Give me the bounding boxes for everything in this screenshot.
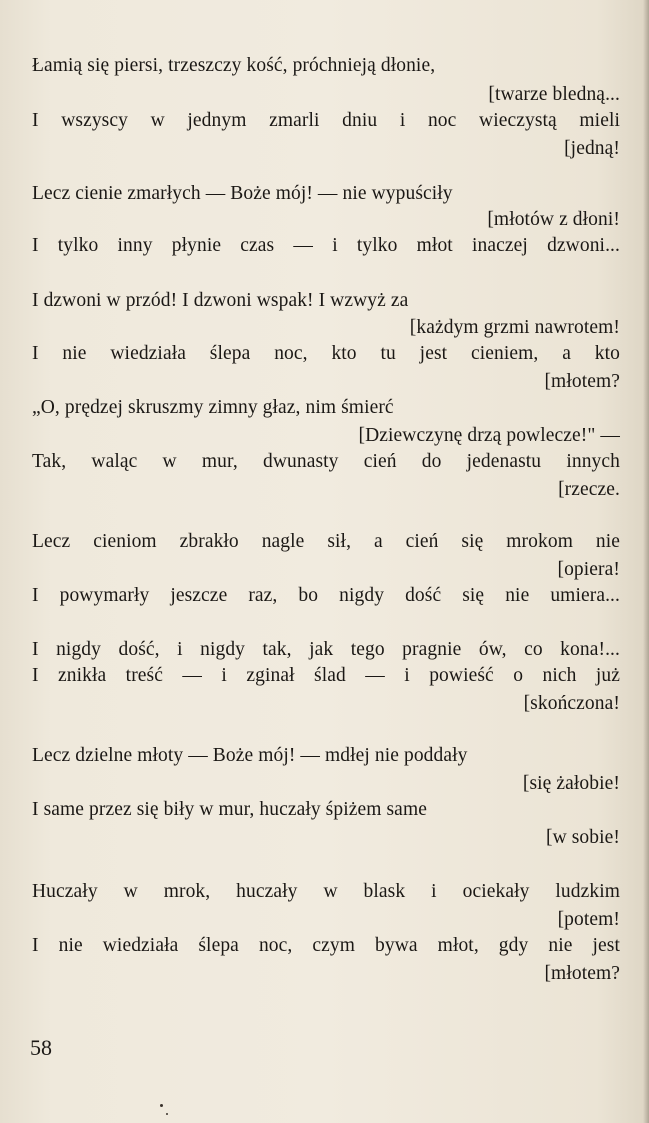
poem-line: I tylko inny płynie czas — i tylko młot inaczej dzwoni... — [32, 235, 620, 256]
paper-speck — [166, 1113, 168, 1115]
poem-line-continuation: [się żałobie! — [522, 773, 620, 794]
poem-line: I dzwoni w przód! I dzwoni wspak! I wzwyż za — [32, 290, 409, 311]
poem-line: Lecz cieniom zbrakło nagle sił, a cień się mrokom nie — [32, 531, 620, 552]
poem-line-continuation: [rzecze. — [558, 479, 620, 500]
poem-line-continuation: [twarze bledną... — [488, 84, 620, 105]
poem-line: I nigdy dość, i nigdy tak, jak tego pragnie ów, co kona!... — [32, 639, 620, 660]
poem-line-continuation: [opiera! — [557, 559, 620, 580]
page-number: 58 — [30, 1035, 52, 1060]
poem-line: I wszyscy w jednym zmarli dniu i noc wieczystą mieli — [32, 110, 620, 131]
poem-line: „O, prędzej skruszmy zimny głaz, nim śmierć — [32, 397, 394, 418]
poem-line: I znikła treść — i zginał ślad — i powieść o nich już — [32, 665, 620, 686]
poem-line: I nie wiedziała ślepa noc, kto tu jest cieniem, a kto — [32, 343, 620, 364]
poem-line: I same przez się biły w mur, huczały śpiżem same — [32, 799, 427, 820]
poem-line: Lecz cienie zmarłych — Boże mój! — nie wypuściły — [32, 183, 453, 204]
poem-line-continuation: [młotem? — [544, 371, 620, 392]
poem-line-continuation: [skończona! — [523, 693, 620, 714]
poem-line-continuation: [jedną! — [564, 138, 620, 159]
poem-line-continuation: [potem! — [557, 909, 620, 930]
poem-line: I nie wiedziała ślepa noc, czym bywa młot, gdy nie jest — [32, 935, 620, 956]
poem-line: Huczały w mrok, huczały w blask i ociekały ludzkim — [32, 881, 620, 902]
paper-speck — [160, 1104, 163, 1107]
poem-line-continuation: [w sobie! — [545, 827, 620, 848]
poem-line-continuation: [młotów z dłoni! — [487, 209, 620, 230]
poem-line: Łamią się piersi, trzeszczy kość, próchnieją dłonie, — [32, 55, 436, 76]
poem-line: Lecz dzielne młoty — Boże mój! — mdłej nie poddały — [32, 745, 468, 766]
poem-line-continuation: [każdym grzmi nawrotem! — [409, 317, 620, 338]
poem-line-continuation: [młotem? — [544, 963, 620, 984]
poem-line: Tak, waląc w mur, dwunasty cień do jedenastu innych — [32, 451, 620, 472]
poem-line-continuation: [Dziewczynę drzą powlecze!" — — [358, 425, 620, 446]
poem-line: I powymarły jeszcze raz, bo nigdy dość się nie umiera... — [32, 585, 620, 606]
